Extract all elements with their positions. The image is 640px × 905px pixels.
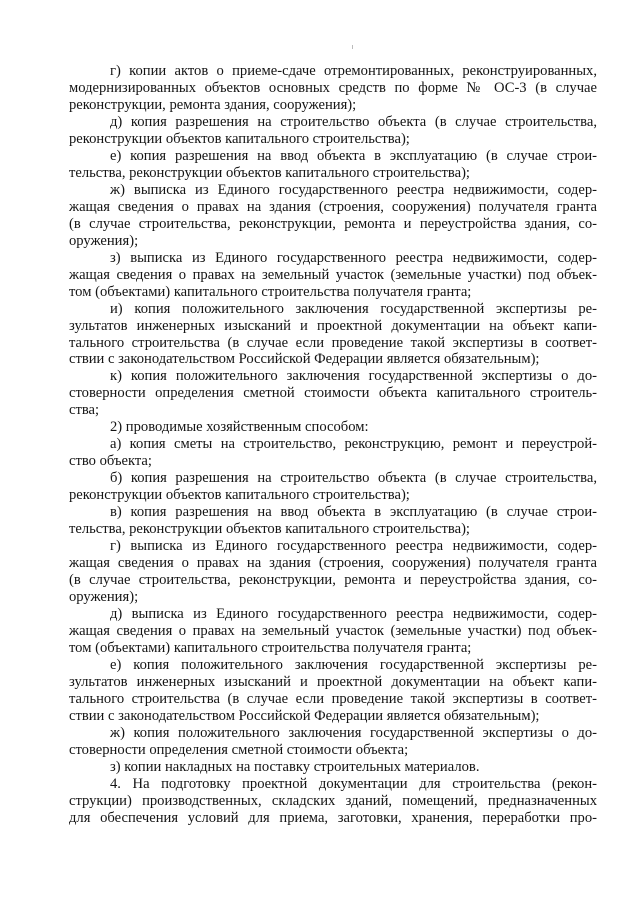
text-line: д) выписка из Единого государственного реестра недвижимости, содер- xyxy=(110,606,597,622)
text-line: е) копия разрешения на ввод объекта в эксплуатацию (в случае строи- xyxy=(110,147,597,164)
text-line: тального строительства (в случае если проведение такой экспертизы в соответ- xyxy=(69,334,597,351)
text-line: (в случае строительства, реконструкции, ремонта и переустройства здания, со- xyxy=(69,572,597,589)
text-line: оружения); xyxy=(69,232,139,249)
text-line: д) копия разрешения на строительство объекта (в случае строительства, xyxy=(110,113,597,130)
text-line: струкции) производственных, складских зданий, помещений, предназначенных xyxy=(69,792,597,809)
text-line: зультатов инженерных изысканий и проектной документации на объект капи- xyxy=(69,673,597,690)
text-line: жащая сведения о правах на здания (строения, сооружения) получателя гранта xyxy=(69,555,597,572)
text-line: тального строительства (в случае если проведение такой экспертизы в соответ- xyxy=(69,690,597,707)
text-line: з) копии накладных на поставку строительных материалов. xyxy=(110,758,480,775)
text-line: тельства, реконструкции объектов капитального строительства); xyxy=(69,164,470,181)
text-line: жащая сведения о правах на здания (строения, сооружения) получателя гранта xyxy=(69,198,597,215)
text-line: зультатов инженерных изысканий и проектной документации на объект капи- xyxy=(69,317,597,334)
text-line: оружения); xyxy=(69,589,139,606)
text-line: жащая сведения о правах на земельный участок (земельные участки) под объек- xyxy=(69,622,597,639)
text-line: г) копии актов о приеме-сдаче отремонтированных, реконструированных, xyxy=(110,63,597,79)
text-line: модернизированных объектов основных средств по форме № ОС-3 (в случае xyxy=(69,79,597,96)
text-line: реконструкции, ремонта здания, сооружения); xyxy=(69,96,357,113)
text-line: для обеспечения условий для приема, заготовки, хранения, переработки про- xyxy=(69,809,597,826)
text-line: том (объектами) капитального строительства получателя гранта; xyxy=(69,283,472,300)
text-line: ствии с законодательством Российской Федерации является обязательным); xyxy=(69,351,540,368)
text-line: и) копия положительного заключения государственной экспертизы ре- xyxy=(110,300,597,317)
text-line: (в случае строительства, реконструкции, ремонта и переустройства здания, со- xyxy=(69,215,597,232)
text-line: 2) проводимые хозяйственным способом: xyxy=(110,419,369,436)
text-line: в) копия разрешения на ввод объекта в эксплуатацию (в случае строи- xyxy=(110,504,597,521)
text-line: ж) выписка из Единого государственного реестра недвижимости, содер- xyxy=(110,181,597,198)
text-line: ствии с законодательством Российской Федерации является обязательным); xyxy=(69,707,540,724)
text-line: реконструкции объектов капитального строительства); xyxy=(69,487,410,504)
text-line: том (объектами) капитального строительства получателя гранта; xyxy=(69,639,472,656)
text-line: тельства, реконструкции объектов капитального строительства); xyxy=(69,521,470,538)
text-line: а) копия сметы на строительство, реконструкцию, ремонт и переустрой- xyxy=(110,436,597,453)
text-line: ства; xyxy=(69,402,100,419)
text-line: к) копия положительного заключения государственной экспертизы о до- xyxy=(110,368,597,385)
text-line: 4. На подготовку проектной документации для строительства (рекон- xyxy=(110,775,597,792)
text-line: з) выписка из Единого государственного реестра недвижимости, содер- xyxy=(110,249,597,266)
text-line: стоверности определения сметной стоимости объекта капитального строитель- xyxy=(69,385,597,402)
text-line: ство объекта; xyxy=(69,453,152,470)
text-line: стоверности определения сметной стоимости объекта; xyxy=(69,741,409,758)
document-body xyxy=(69,63,597,827)
scan-speck xyxy=(352,45,353,49)
text-line: е) копия положительного заключения государственной экспертизы ре- xyxy=(110,656,597,673)
text-line: г) выписка из Единого государственного реестра недвижимости, содер- xyxy=(110,538,597,555)
text-line: жащая сведения о правах на земельный участок (земельные участки) под объек- xyxy=(69,266,597,283)
text-line: ж) копия положительного заключения государственной экспертизы о до- xyxy=(110,724,597,741)
text-line: реконструкции объектов капитального строительства); xyxy=(69,130,410,147)
text-line: б) копия разрешения на строительство объекта (в случае строительства, xyxy=(110,470,597,487)
